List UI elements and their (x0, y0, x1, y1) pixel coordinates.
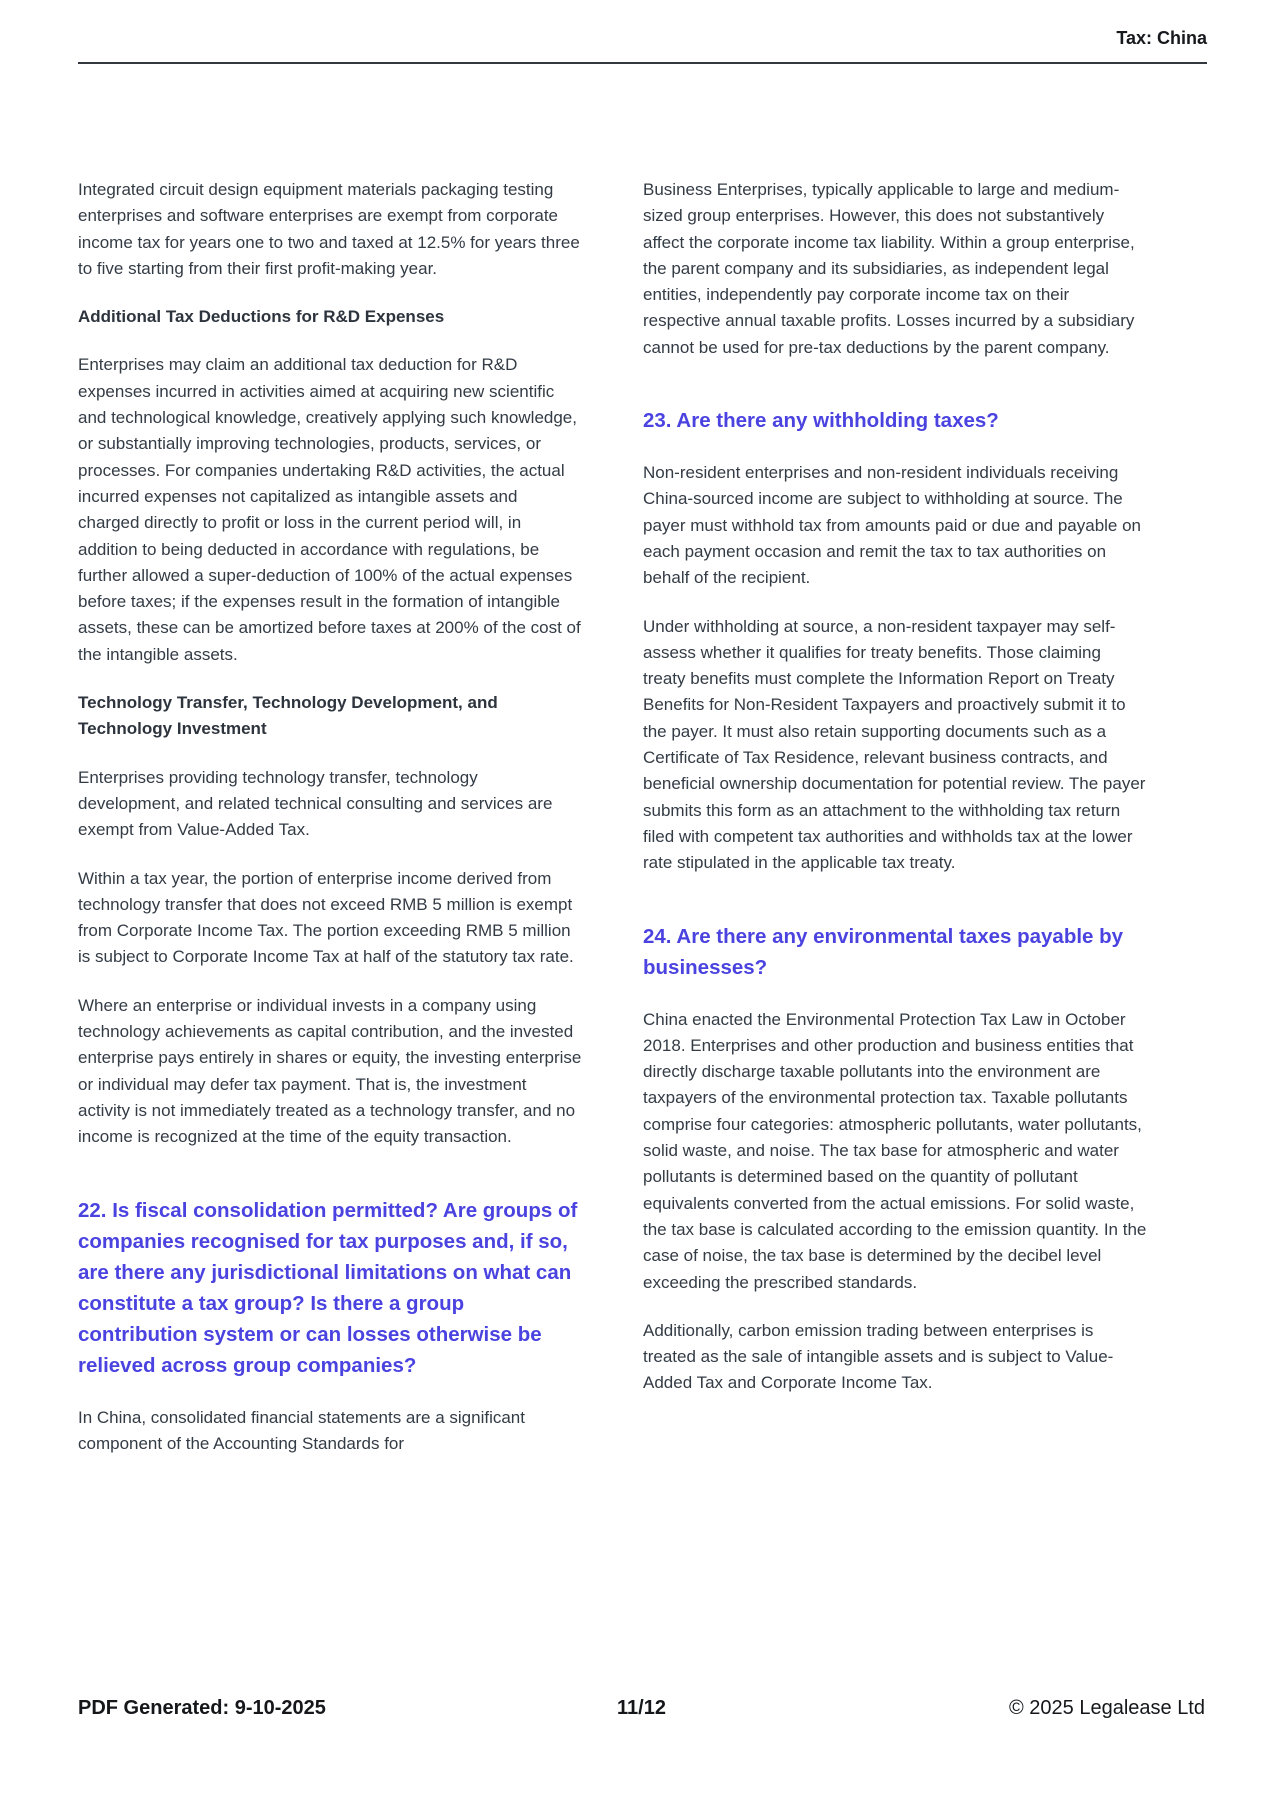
right-column (643, 177, 1148, 1479)
question-heading: 23. Are there any withholding taxes? (643, 409, 999, 433)
paragraph: China enacted the Environmental Protection Tax Law in October 2018. Enterprises and other production and business entities that directly discharge taxable pollutants into the environment are taxpayers of the environmental protection tax. Taxable pollutants comprise four categories: atmospheric pollutants, water pollutants, solid waste, and noise. The tax base for atmospheric and water pollutants is determined based on the quantity of pollutant equivalents converted from the actual emissions. For solid waste, the tax base is calculated according to the emission quantity. In the case of noise, the tax base is determined by the decibel level exceeding the prescribed standards. (643, 1009, 1147, 1292)
page-title: Tax: China (1116, 28, 1207, 48)
paragraph: Non-resident enterprises and non-resident individuals receiving China-sourced income are subject to withholding at source. The payer must withhold tax from amounts paid or due and payable on each payment occasion and remit the tax to tax authorities on behalf of the recipient. (643, 463, 1142, 588)
question-heading: 22. Is fiscal consolidation permitted? Are groups of companies recognised for tax purposes and, if so, are there any jurisdictional limitations on what can constitute a tax group? Is there a group contribution system or can losses otherwise be relieved across group companies? (78, 1198, 578, 1377)
footer-page-number: 11/12 (617, 1697, 666, 1719)
paragraph: Additionally, carbon emission trading between enterprises is treated as the sale of intangible assets and is subject to Value-Added Tax and Corporate Income Tax. (643, 1320, 1114, 1393)
paragraph: In China, consolidated financial statements are a significant component of the Accounting Standards for (78, 1407, 525, 1453)
page-footer (78, 1697, 1205, 1720)
section-subheading: Technology Transfer, Technology Development, and Technology Investment (78, 693, 498, 739)
question-heading: 24. Are there any environmental taxes payable by businesses? (643, 924, 1124, 979)
footer-copyright: © 2025 Legalease Ltd (1008, 1697, 1205, 1719)
paragraph: Under withholding at source, a non-resident taxpayer may self-assess whether it qualifies for treaty benefits. Those claiming treaty benefits must complete the Information Report on Treaty Benefits for Non-Resident Taxpayers and proactively submit it to the payer. It must also retain supporting documents such as a Certificate of Tax Residence, relevant business contracts, and beneficial ownership documentation for potential review. The payer submits this form as an attachment to the withholding tax return filed with competent tax authorities and withholds tax at the lower rate stipulated in the applicable tax treaty. (643, 616, 1146, 873)
paragraph: Business Enterprises, typically applicable to large and medium-sized group enterprises. However, this does not substantively affect the corporate income tax liability. Within a group enterprise, the parent company and its subsidiaries, as independent legal entities, independently pay corporate income tax on their respective annual taxable profits. Losses incurred by a subsidiary cannot be used for pre-tax deductions by the parent company. (643, 180, 1135, 357)
paragraph: Enterprises may claim an additional tax deduction for R&D expenses incurred in activities aimed at acquiring new scientific and technological knowledge, creatively applying such knowledge, or substantially improving technologies, products, services, or processes. For companies undertaking R&D activities, the actual incurred expenses not capitalized as intangible assets and charged directly to profit or loss in the current period will, in addition to being deducted in accordance with regulations, be further allowed a super-deduction of 100% of the actual expenses before taxes; if the expenses result in the formation of intangible assets, these can be amortized before taxes at 200% of the cost of the intangible assets. (78, 355, 581, 664)
paragraph: Integrated circuit design equipment materials packaging testing enterprises and software enterprises are exempt from corporate income tax for years one to two and taxed at 12.5% for years three to five starting from their first profit-making year. (78, 180, 580, 278)
section-subheading: Additional Tax Deductions for R&D Expenses (78, 307, 445, 327)
page-header (78, 0, 1207, 64)
paragraph: Within a tax year, the portion of enterprise income derived from technology transfer that does not exceed RMB 5 million is exempt from Corporate Income Tax. The portion exceeding RMB 5 million is subject to Corporate Income Tax at half of the statutory tax rate. (78, 868, 574, 967)
paragraph: Enterprises providing technology transfer, technology development, and related technical consulting and services are exempt from Value-Added Tax. (78, 767, 553, 840)
page-content (78, 72, 1148, 1479)
footer-generated-date: PDF Generated: 9-10-2025 (78, 1697, 326, 1719)
paragraph: Where an enterprise or individual invests in a company using technology achievements as capital contribution, and the invested enterprise pays entirely in shares or equity, the investing enterprise or individual may defer tax payment. That is, the investment activity is not immediately treated as a technology transfer, and no income is recognized at the time of the equity transaction. (78, 995, 582, 1147)
left-column (78, 177, 583, 1479)
